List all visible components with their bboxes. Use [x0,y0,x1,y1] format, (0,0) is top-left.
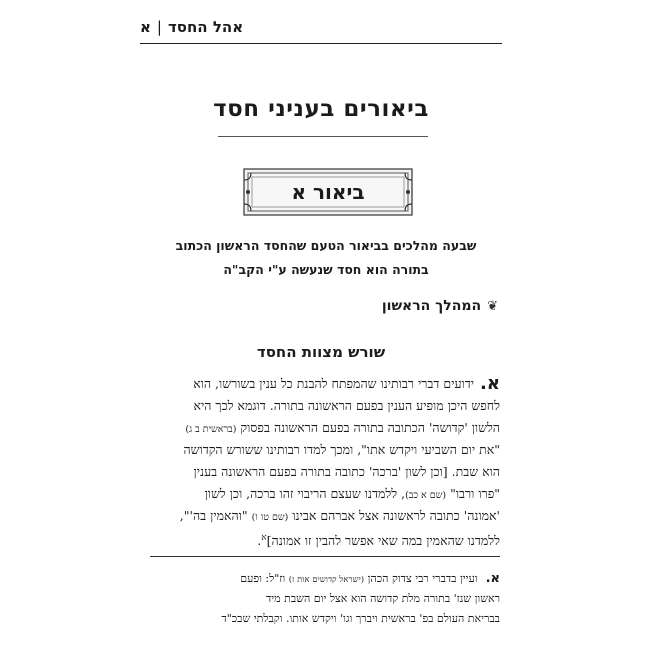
running-header [140,16,502,38]
paragraph-text: 'אמונה' כתובה לראשונה אצל אברהם אבינו [288,508,500,523]
header-rule [140,43,502,44]
paragraph-text: ידועים דברי רבותינו שהמפתח להבנת כל ענין בשורשו, הוא [193,376,475,391]
title-underline [218,136,428,137]
paragraph-text: "פרו ורבו" [446,486,500,501]
header-book-title: אהל החסד [167,18,244,36]
source-citation: (שם טו ו) [251,512,289,523]
paragraph-text: הלשון 'קדושה' הכתובה בתורה בפעם הראשונה בפסוק [236,420,500,435]
paragraph-drop-letter: א. [480,373,500,394]
paragraph-line [150,439,500,461]
subheading-text: המהלך הראשון [381,298,482,314]
paragraph-text: . [257,533,262,548]
subtitle-line-1: שבעה מהלכים בביאור הטעם שהחסד הראשון הכתוב [175,238,477,253]
footnote-citation: (ישראל קדושים אות ז) [288,575,365,585]
ornament-icon: ❦ [487,298,498,314]
paragraph-line [150,417,500,439]
paragraph-text: ללמדנו שהאמין במה שאי אפשר להבין זו אמונה] [266,533,500,548]
paragraph-text: הוא שבת. [וכן לשון 'ברכה' כתובה בתורה בפעם הראשונה בענין [193,464,500,479]
topic-title: שורש מצוות החסד [256,343,386,361]
paragraph-text: לחפש היכן מופיע הענין בפעם הראשונה בתורה. דוגמא לכך היא [193,398,500,413]
footnote-marker: א. [485,571,500,586]
paragraph-line [150,483,500,505]
footnote-text: וז"ל: ופעם [240,572,289,585]
paragraph-line [150,527,500,549]
ornamental-frame [243,168,413,216]
footnote-text: בבריאת העולם בפ' בראשית ויברך וגו' ויקדש אותו. וקבלתי שבכ"ד [221,612,500,625]
paragraph-line [150,505,500,527]
paragraph-text: , ללמדנו שעצם הריבוי זהו ברכה, וכן לשון [204,486,406,501]
subtitle-line-2: בתורה הוא חסד שנעשה ע"י הקב"ה [223,262,429,277]
header-separator: | [156,18,162,36]
frame-label: ביאור א [291,180,365,204]
header-page-letter: א [140,18,151,36]
paragraph-line [150,373,500,395]
paragraph-line [150,395,500,417]
footnote-line [150,609,500,629]
paragraph-text: "את יום השביעי ויקדש אתו", ומכך למדו רבותינו ששורש הקדושה [183,442,500,457]
footnote-text: ראשון שנז' בתורה מלת קדושה הוא אצל יום השבת מיד [265,592,500,605]
section-title: ביאורים בעניני חסד [213,96,429,122]
footnote-line [150,589,500,609]
footnote-text: ועיין בדברי רבי צדוק הכהן [364,572,478,585]
subheading [382,298,498,314]
footnote-reference: א [261,533,267,543]
footnote-line [150,569,500,589]
paragraph-text: "והאמין בה'", [179,508,252,523]
source-citation: (שם א כב) [405,490,447,501]
source-citation: (בראשית ב ג) [185,424,237,435]
footnote-separator [150,556,500,557]
paragraph-line [150,461,500,483]
